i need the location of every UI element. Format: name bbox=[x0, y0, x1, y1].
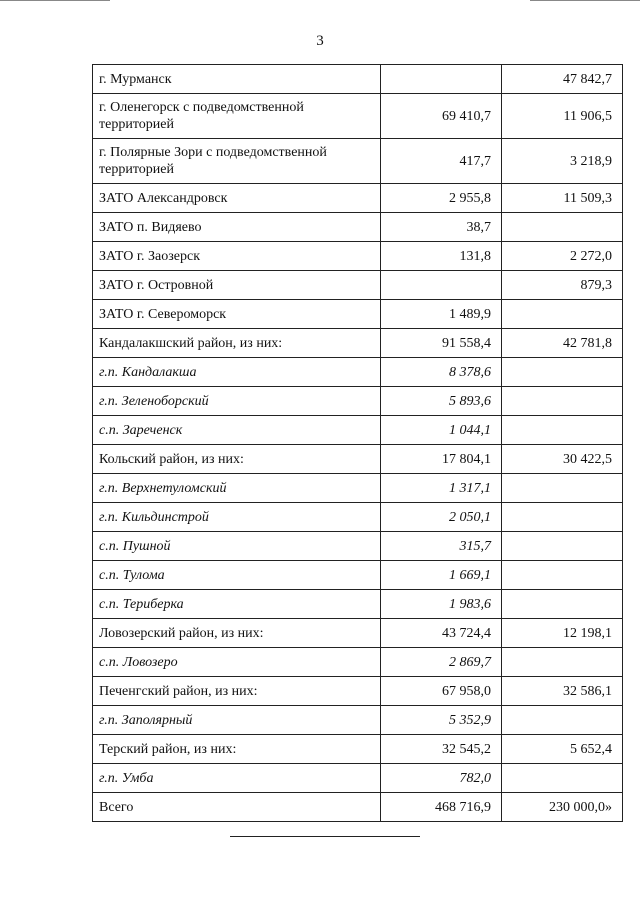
amount-col2-cell: 11 509,3 bbox=[502, 184, 623, 213]
amount-col1-cell: 17 804,1 bbox=[381, 445, 502, 474]
amount-col2-cell bbox=[502, 561, 623, 590]
amount-col1-cell: 1 669,1 bbox=[381, 561, 502, 590]
territory-name-cell: г.п. Верхнетуломский bbox=[93, 474, 381, 503]
amount-col1-cell: 1 983,6 bbox=[381, 590, 502, 619]
table-subrow bbox=[93, 764, 623, 793]
table-row bbox=[93, 735, 623, 764]
amount-col2-cell: 3 218,9 bbox=[502, 139, 623, 184]
territory-name-cell: г.п. Заполярный bbox=[93, 706, 381, 735]
territory-name-cell: Кандалакшский район, из них: bbox=[93, 329, 381, 358]
territory-name-cell: с.п. Зареченск bbox=[93, 416, 381, 445]
territory-name-cell: Ловозерский район, из них: bbox=[93, 619, 381, 648]
table-row bbox=[93, 213, 623, 242]
amount-col2-cell: 2 272,0 bbox=[502, 242, 623, 271]
amount-col1-cell: 8 378,6 bbox=[381, 358, 502, 387]
territory-name-cell: Печенгский район, из них: bbox=[93, 677, 381, 706]
amount-col1-cell: 468 716,9 bbox=[381, 793, 502, 822]
amount-col2-cell bbox=[502, 358, 623, 387]
allocation-table-body bbox=[93, 65, 623, 822]
amount-col2-cell: 30 422,5 bbox=[502, 445, 623, 474]
table-row bbox=[93, 619, 623, 648]
table-row bbox=[93, 300, 623, 329]
amount-col1-cell: 69 410,7 bbox=[381, 94, 502, 139]
amount-col1-cell: 5 893,6 bbox=[381, 387, 502, 416]
amount-col2-cell: 11 906,5 bbox=[502, 94, 623, 139]
amount-col2-cell bbox=[502, 387, 623, 416]
page-number: 3 bbox=[316, 33, 324, 49]
amount-col2-cell: 42 781,8 bbox=[502, 329, 623, 358]
territory-name-cell: г.п. Кильдинстрой bbox=[93, 503, 381, 532]
scan-edge-line-right bbox=[530, 0, 640, 1]
amount-col1-cell bbox=[381, 65, 502, 94]
amount-col1-cell: 315,7 bbox=[381, 532, 502, 561]
territory-name-cell: г. Оленегорск с подведомственной территорией bbox=[93, 94, 381, 139]
territory-name-cell: Всего bbox=[93, 793, 381, 822]
territory-name-cell: ЗАТО г. Заозерск bbox=[93, 242, 381, 271]
territory-name-cell: ЗАТО г. Островной bbox=[93, 271, 381, 300]
amount-col2-cell bbox=[502, 590, 623, 619]
table-row bbox=[93, 793, 623, 822]
territory-name-cell: ЗАТО п. Видяево bbox=[93, 213, 381, 242]
scan-edge-line-left bbox=[0, 0, 110, 1]
table-row bbox=[93, 329, 623, 358]
table-subrow bbox=[93, 532, 623, 561]
territory-name-cell: с.п. Териберка bbox=[93, 590, 381, 619]
amount-col2-cell bbox=[502, 532, 623, 561]
territory-name-cell: с.п. Ловозеро bbox=[93, 648, 381, 677]
amount-col1-cell: 5 352,9 bbox=[381, 706, 502, 735]
table-row bbox=[93, 65, 623, 94]
amount-col2-cell: 12 198,1 bbox=[502, 619, 623, 648]
table-row bbox=[93, 242, 623, 271]
amount-col1-cell: 782,0 bbox=[381, 764, 502, 793]
amount-col2-cell bbox=[502, 474, 623, 503]
amount-col2-cell: 47 842,7 bbox=[502, 65, 623, 94]
table-row bbox=[93, 94, 623, 139]
table-subrow bbox=[93, 416, 623, 445]
table-subrow bbox=[93, 387, 623, 416]
amount-col2-cell bbox=[502, 764, 623, 793]
territory-name-cell: г. Полярные Зори с подведомственной территорией bbox=[93, 139, 381, 184]
table-subrow bbox=[93, 561, 623, 590]
amount-col1-cell: 91 558,4 bbox=[381, 329, 502, 358]
amount-col1-cell: 38,7 bbox=[381, 213, 502, 242]
amount-col1-cell: 2 869,7 bbox=[381, 648, 502, 677]
amount-col2-cell bbox=[502, 213, 623, 242]
territory-name-cell: г.п. Умба bbox=[93, 764, 381, 793]
amount-col1-cell: 131,8 bbox=[381, 242, 502, 271]
end-of-table-rule bbox=[230, 836, 420, 837]
allocation-table bbox=[92, 64, 623, 822]
table-subrow bbox=[93, 706, 623, 735]
amount-col1-cell: 67 958,0 bbox=[381, 677, 502, 706]
table-subrow bbox=[93, 358, 623, 387]
table-subrow bbox=[93, 503, 623, 532]
table-subrow bbox=[93, 648, 623, 677]
amount-col1-cell: 1 489,9 bbox=[381, 300, 502, 329]
territory-name-cell: г. Мурманск bbox=[93, 65, 381, 94]
table-subrow bbox=[93, 474, 623, 503]
amount-col2-cell: 32 586,1 bbox=[502, 677, 623, 706]
amount-col2-cell bbox=[502, 300, 623, 329]
amount-col1-cell: 1 317,1 bbox=[381, 474, 502, 503]
amount-col1-cell: 1 044,1 bbox=[381, 416, 502, 445]
amount-col1-cell: 2 955,8 bbox=[381, 184, 502, 213]
territory-name-cell: г.п. Кандалакша bbox=[93, 358, 381, 387]
allocation-table-container bbox=[92, 64, 612, 822]
territory-name-cell: г.п. Зеленоборский bbox=[93, 387, 381, 416]
territory-name-cell: Терский район, из них: bbox=[93, 735, 381, 764]
table-row bbox=[93, 184, 623, 213]
table-row bbox=[93, 677, 623, 706]
amount-col1-cell: 43 724,4 bbox=[381, 619, 502, 648]
table-row bbox=[93, 271, 623, 300]
amount-col1-cell bbox=[381, 271, 502, 300]
territory-name-cell: с.п. Тулома bbox=[93, 561, 381, 590]
territory-name-cell: ЗАТО Александровск bbox=[93, 184, 381, 213]
table-subrow bbox=[93, 590, 623, 619]
amount-col1-cell: 32 545,2 bbox=[381, 735, 502, 764]
amount-col2-cell bbox=[502, 416, 623, 445]
amount-col2-cell bbox=[502, 648, 623, 677]
amount-col1-cell: 2 050,1 bbox=[381, 503, 502, 532]
amount-col2-cell bbox=[502, 706, 623, 735]
amount-col2-cell: 230 000,0» bbox=[502, 793, 623, 822]
amount-col2-cell: 879,3 bbox=[502, 271, 623, 300]
amount-col1-cell: 417,7 bbox=[381, 139, 502, 184]
territory-name-cell: ЗАТО г. Североморск bbox=[93, 300, 381, 329]
amount-col2-cell: 5 652,4 bbox=[502, 735, 623, 764]
table-row bbox=[93, 139, 623, 184]
amount-col2-cell bbox=[502, 503, 623, 532]
territory-name-cell: с.п. Пушной bbox=[93, 532, 381, 561]
table-row bbox=[93, 445, 623, 474]
territory-name-cell: Кольский район, из них: bbox=[93, 445, 381, 474]
